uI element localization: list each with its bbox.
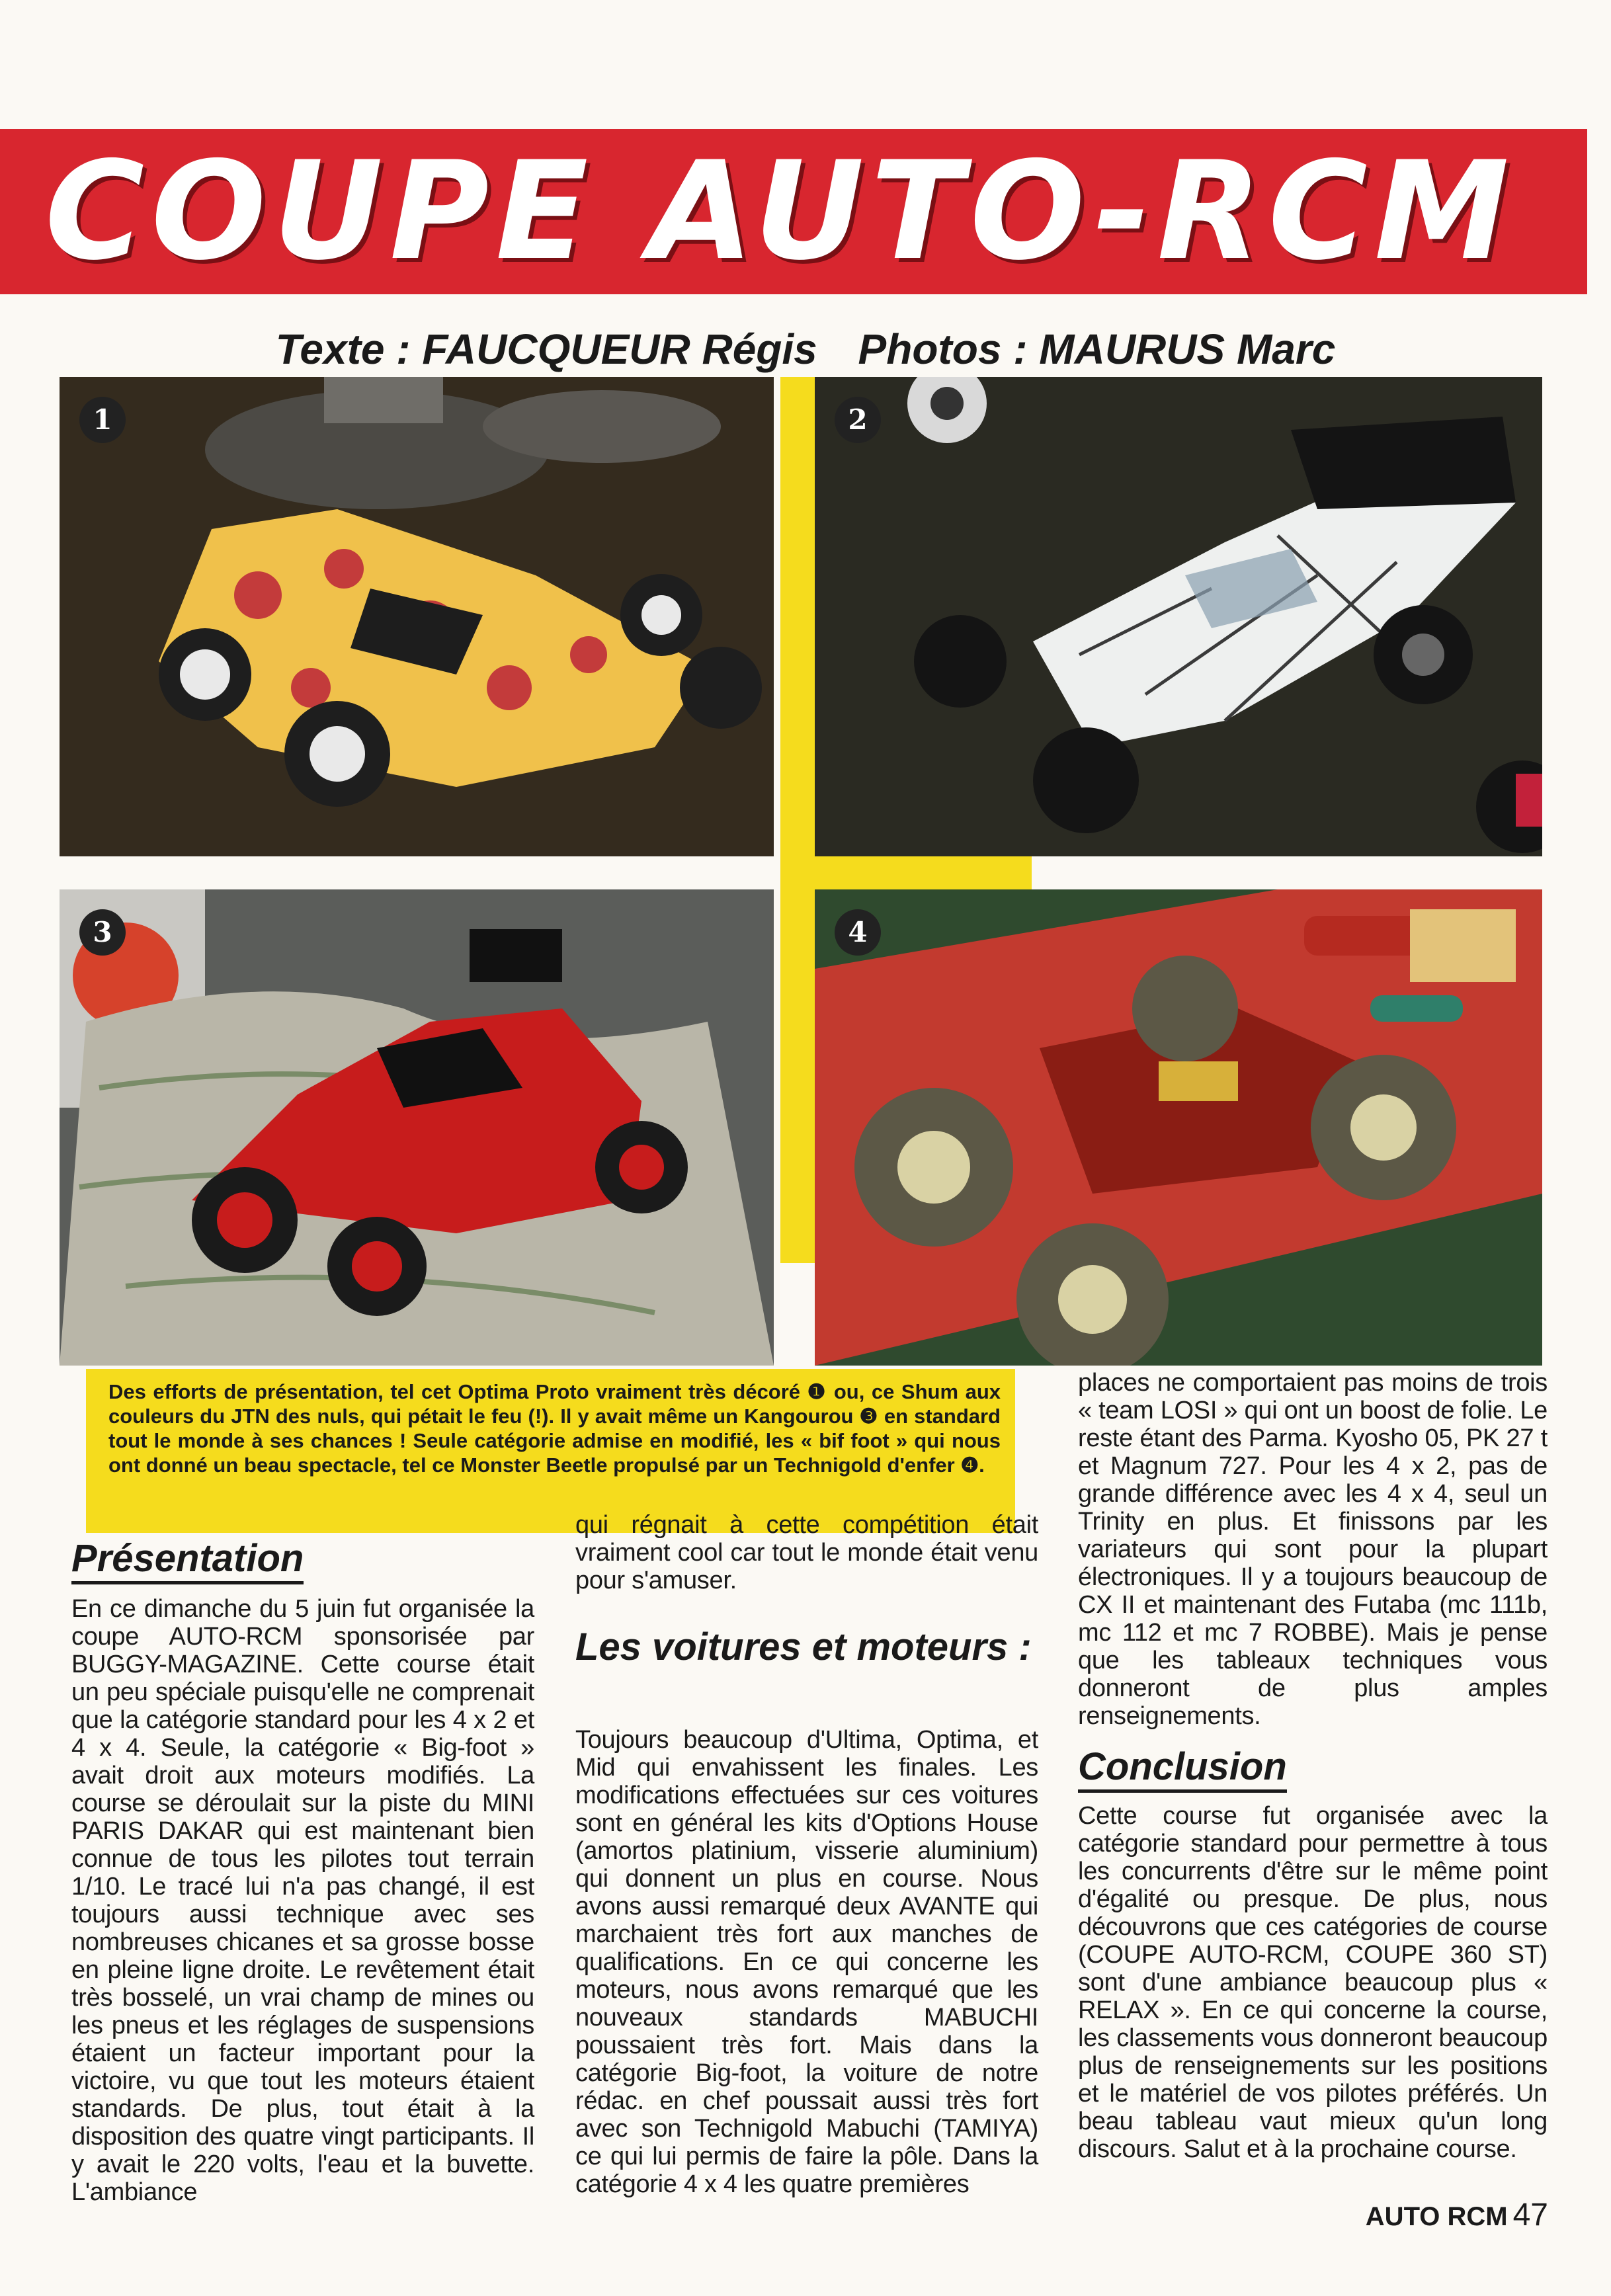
photo-1 [60,377,774,856]
page-footer [1366,2195,1548,2235]
paragraph-voitures: Toujours beaucoup d'Ultima, Optima, et Mid qui envahissent les finales. Les modifications effectuées sur ces voitures sont en général les kits d'Options House (amortos platinium, visserie aluminium) qui donnent un plus en course. Nous avons aussi remarqué deux AVANTE qui marchaient très fort aux manches de qualifications. En ce qui concerne les moteurs, nous avons remarqué que les nouveaux standards MABUCHI poussaient très fort. Mais dans la catégorie Big-foot, la voiture de notre rédac. en chef poussait aussi très fort avec son Technigold Mabuchi (TAMIYA) ce qui lui permis de faire la pôle. Dans la catégorie 4 x 4 les quatre premières [575,1726,1038,2198]
photo-number-badge: 4 [835,909,881,956]
section-heading-voitures: Les voitures et moteurs : [575,1625,1032,1668]
byline [0,323,1611,376]
section-heading-presentation: Présentation [71,1538,304,1584]
paragraph-variateurs: places ne comportaient pas moins de trois « team LOSI » qui ont un boost de folie. Le reste étant des Parma. Kyosho 05, PK 27 t et Magnum 727. Pour les 4 x 2, pas de grande différence avec les 4 x 4, seul un Trinity en plus. Et finissons par les variateurs qui sont pour la plupart électroniques. Il y a toujours beaucoup de CX II et maintenant des Futaba (mc 111b, mc 112 et mc 7 ROBBE). Mais je pense que les tableaux techniques vous donneront de plus amples renseignements. [1078,1369,1548,1730]
paragraph-ambiance: qui régnait à cette compétition était vraiment cool car tout le monde était venu pour s'amuser. [575,1511,1038,1594]
text-credit: Texte : FAUCQUEUR Régis [275,325,817,373]
page-number: 47 [1512,2197,1548,2233]
title-banner [0,129,1587,294]
magazine-name: AUTO RCM [1365,2202,1508,2231]
photo-credit: Photos : MAURUS Marc [858,325,1336,373]
yellow-accent-center [780,853,1032,889]
column-2-intro [575,1511,1038,1594]
column-1-text [71,1595,534,2206]
photo-2 [815,377,1542,856]
section-heading-conclusion: Conclusion [1078,1746,1287,1793]
photo-4 [815,889,1542,1366]
column-2-text [575,1726,1038,2198]
photo-number-badge: 2 [835,397,881,443]
column-3-text [1078,1369,1548,1730]
photo-number-badge: 3 [79,909,126,956]
page-title: COUPE AUTO-RCM [44,133,1516,290]
paragraph-conclusion: Cette course fut organisée avec la catégorie standard pour permettre à tous les concurrents d'être sur le même point d'égalité ou presque. De plus, nous découvrons que ces catégories de course (COUPE AUTO-RCM, COUPE 360 ST) sont d'une ambiance beaucoup plus « RELAX ». En ce qui concerne la course, les classements vous donneront beaucoup plus de renseignements sur les positions et le matériel de vos pilotes préférés. Un beau tableau vaut mieux qu'un long discours. Salut et à la prochaine course. [1078,1802,1548,2163]
paragraph-presentation: En ce dimanche du 5 juin fut organisée la coupe AUTO-RCM sponsorisée par BUGGY-MAGAZINE. Cette course était un peu spéciale puisqu'elle ne comprenait que la catégorie standard pour les 4 x 2 et 4 x 4. Seule, la catégorie « Big-foot » avait droit aux moteurs modifiés. La course se déroulait sur la piste du MINI PARIS DAKAR qui est maintenant bien connue de tous les pilotes tout terrain 1/10. Le tracé lui n'a pas changé, il est toujours aussi technique avec ses nombreuses chicanes et sa grosse bosse en pleine ligne droite. Le revêtement était très bosselé, un vrai champ de mines ou les pneus et les réglages de suspensions étaient un facteur important pour la victoire, vu que tout les moteurs étaient standards. De plus, tout était à la disposition des quatre vingt participants. Il y avait le 220 volts, l'eau et la buvette. L'ambiance [71,1595,534,2206]
photo-number-badge: 1 [79,397,126,443]
column-3-conclusion [1078,1802,1548,2163]
photo-3 [60,889,774,1366]
photo-caption: Des efforts de présentation, tel cet Optima Proto vraiment très décoré ❶ ou, ce Shum aux couleurs du JTN des nuls, qui pétait le feu (!). Il y avait même un Kangourou ❸ en standard tout le monde à ses chances ! Seule catégorie admise en modifié, les « bif foot » qui nous ont donné un beau spectacle, tel ce Monster Beetle propulsé par un Technigold d'enfer ❹. [86,1369,1015,1533]
